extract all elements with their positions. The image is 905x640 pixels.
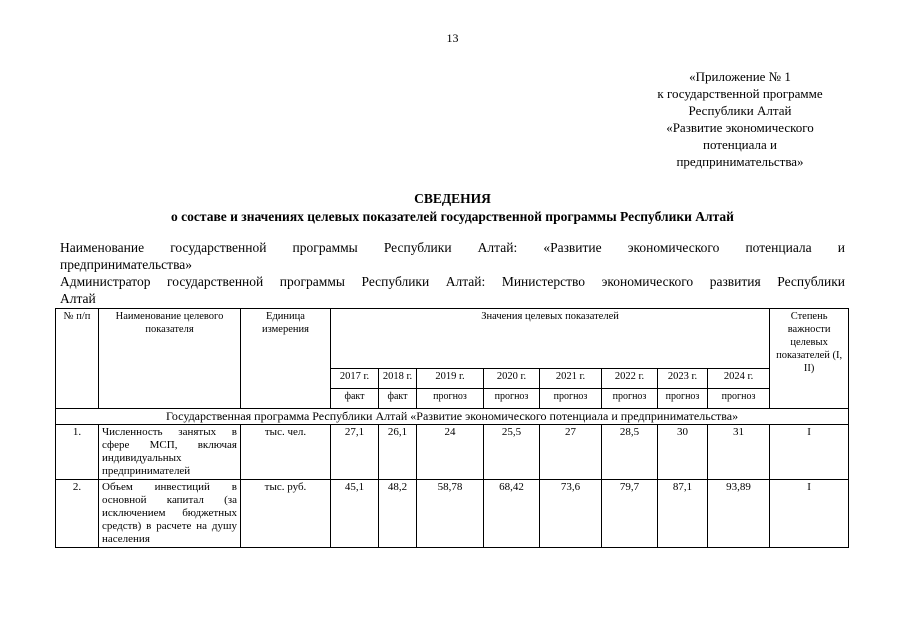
year-header: 2019 г. xyxy=(417,369,484,389)
appendix-line: Республики Алтай xyxy=(688,103,792,118)
page-number: 13 xyxy=(446,31,459,45)
indicator-value: 93,89 xyxy=(708,480,770,548)
value-type-header: факт xyxy=(331,389,379,409)
indicator-value: 28,5 xyxy=(602,425,658,480)
header-num: № п/п xyxy=(56,309,99,409)
table-row xyxy=(56,425,849,480)
indicator-rank: I xyxy=(770,480,849,548)
appendix-line: к государственной программе xyxy=(657,86,823,101)
section-title: Государственная программа Республики Алтай «Развитие экономического потенциала и предпринимательства» xyxy=(56,409,849,425)
value-type-header: прогноз xyxy=(540,389,602,409)
indicator-value: 79,7 xyxy=(602,480,658,548)
administrator-line: Администратор государственной программы Республики Алтай: Министерство экономического развития Республики xyxy=(60,274,845,289)
appendix-line: потенциала и xyxy=(703,137,777,152)
year-header: 2023 г. xyxy=(658,369,708,389)
indicator-value: 24 xyxy=(417,425,484,480)
year-header: 2017 г. xyxy=(331,369,379,389)
indicator-name: Численность занятых в сфере МСП, включая индивидуальных предпринимателей xyxy=(99,425,241,480)
year-header: 2020 г. xyxy=(484,369,540,389)
table-header-row xyxy=(56,309,849,369)
appendix-line: «Приложение № 1 xyxy=(689,69,791,84)
value-type-header: прогноз xyxy=(708,389,770,409)
administrator-line: Алтай xyxy=(60,291,96,306)
document-title xyxy=(60,190,845,226)
indicator-unit: тыс. руб. xyxy=(241,480,331,548)
row-number: 1. xyxy=(56,425,99,480)
table-row xyxy=(56,480,849,548)
indicator-value: 73,6 xyxy=(540,480,602,548)
appendix-line: предпринимательства» xyxy=(676,154,804,169)
year-header: 2018 г. xyxy=(379,369,417,389)
year-header: 2021 г. xyxy=(540,369,602,389)
indicator-value: 87,1 xyxy=(658,480,708,548)
indicator-value: 31 xyxy=(708,425,770,480)
indicator-value: 48,2 xyxy=(379,480,417,548)
indicator-value: 26,1 xyxy=(379,425,417,480)
value-type-header: прогноз xyxy=(484,389,540,409)
section-row xyxy=(56,409,849,425)
header-unit: Единица измерения xyxy=(241,309,331,409)
appendix-note xyxy=(600,68,880,170)
indicator-unit: тыс. чел. xyxy=(241,425,331,480)
program-name-line: Наименование государственной программы Республики Алтай: «Развитие экономического потенциала и xyxy=(60,240,845,255)
year-header: 2024 г. xyxy=(708,369,770,389)
indicator-name: Объем инвестиций в основной капитал (за исключением бюджетных средств) в расчете на душу населения xyxy=(99,480,241,548)
value-type-header: прогноз xyxy=(602,389,658,409)
indicator-rank: I xyxy=(770,425,849,480)
indicator-value: 45,1 xyxy=(331,480,379,548)
header-values: Значения целевых показателей xyxy=(331,309,770,369)
indicator-value: 68,42 xyxy=(484,480,540,548)
row-number: 2. xyxy=(56,480,99,548)
indicator-value: 30 xyxy=(658,425,708,480)
program-info xyxy=(60,239,845,307)
indicator-value: 25,5 xyxy=(484,425,540,480)
value-type-header: факт xyxy=(379,389,417,409)
value-type-header: прогноз xyxy=(417,389,484,409)
indicators-table xyxy=(55,308,849,548)
year-header: 2022 г. xyxy=(602,369,658,389)
value-type-header: прогноз xyxy=(658,389,708,409)
indicator-value: 58,78 xyxy=(417,480,484,548)
appendix-line: «Развитие экономического xyxy=(666,120,814,135)
indicator-value: 27,1 xyxy=(331,425,379,480)
title-subheading: о составе и значениях целевых показателей государственной программы Республики Алтай xyxy=(171,209,734,224)
title-heading: СВЕДЕНИЯ xyxy=(414,191,491,206)
header-rank: Степень важности целевых показателей (I, II) xyxy=(770,309,849,409)
indicator-value: 27 xyxy=(540,425,602,480)
header-name: Наименование целевого показателя xyxy=(99,309,241,409)
program-name-line: предпринимательства» xyxy=(60,257,193,272)
